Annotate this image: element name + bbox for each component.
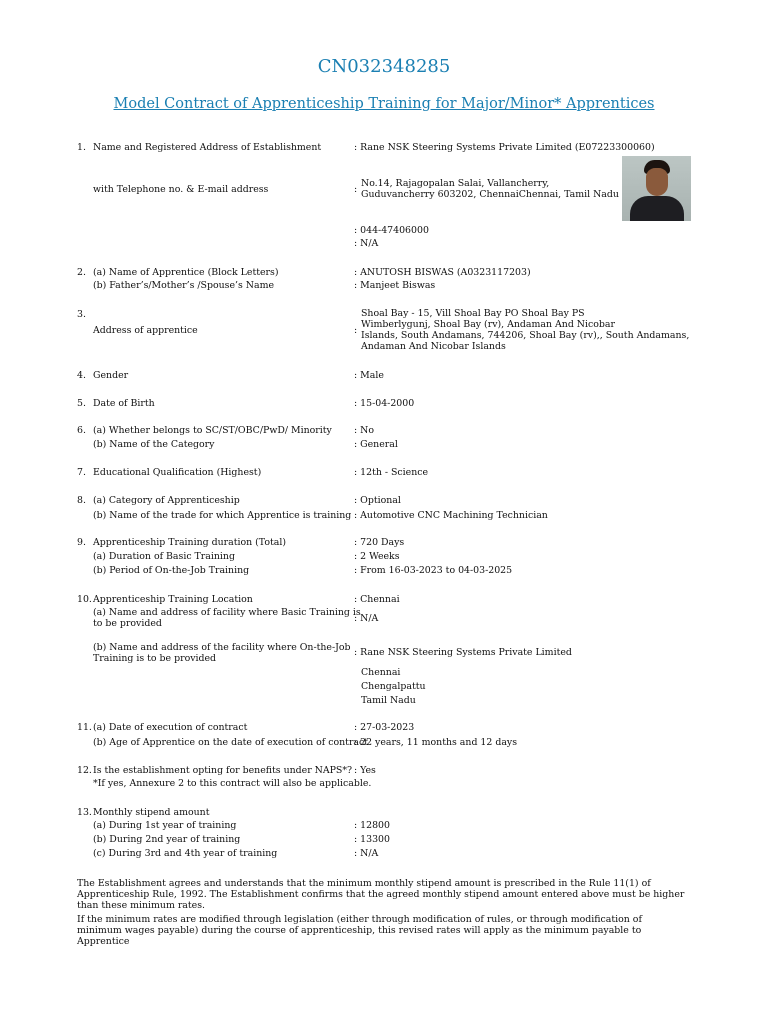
basic-facility-label: (a) Name and address of facility where Basic Training is (93, 607, 361, 618)
item-number: 7. (77, 467, 86, 478)
establishment-address-line: Guduvancherry 603202, ChennaiChennai, Tamil Nadu (361, 189, 619, 200)
item-number: 2. (77, 267, 86, 278)
establishment-name-label: Name and Registered Address of Establishment (93, 142, 322, 153)
apprentice-address-line: Wimberlygunj, Shoal Bay (rv), Andaman And Nicobar (361, 319, 615, 330)
item-number: 12. (77, 765, 92, 776)
separator-colon: : (354, 325, 358, 336)
naps-label: Is the establishment opting for benefits under NAPS*? (93, 765, 353, 776)
trade-label: (b) Name of the trade for which Apprentice is training (93, 510, 352, 521)
trade-value: : Automotive CNC Machining Technician (354, 510, 548, 521)
ojt-facility-label: Training is to be provided (93, 653, 217, 664)
apprentice-address-line: Andaman And Nicobar Islands (361, 341, 506, 352)
ojt-period-value: : From 16-03-2023 to 04-03-2025 (354, 565, 513, 576)
telephone-value: : 044-47406000 (354, 225, 429, 236)
email-value: : N/A (354, 238, 379, 249)
training-duration-value: : 720 Days (354, 537, 405, 548)
stipend-label: Monthly stipend amount (93, 807, 210, 818)
contact-label: with Telephone no. & E-mail address (93, 184, 269, 195)
stipend-year2-value: : 13300 (354, 834, 390, 845)
item-number: 11. (77, 722, 92, 733)
stipend-rule-paragraph: The Establishment agrees and understands that the minimum monthly stipend amount is prescribed in the Rule 11(1) of Apprenticeship Rule, 1992. The Establishment confirms that the agreed monthly stipend amount entered above must be higher than these minimum rates. (77, 878, 685, 911)
item-number: 4. (77, 370, 86, 381)
category-name-value: : General (354, 439, 398, 450)
separator-colon: : (354, 184, 358, 195)
ojt-facility-address: Chengalpattu (361, 681, 426, 692)
establishment-name-value: : Rane NSK Steering Systems Private Limited (E07223300060) (354, 142, 655, 153)
gender-label: Gender (93, 370, 129, 381)
ojt-facility-label: (b) Name and address of the facility where On-the-Job (93, 642, 351, 653)
apprentice-photo (622, 156, 691, 221)
dob-value: : 15-04-2000 (354, 398, 415, 409)
item-number: 8. (77, 495, 86, 506)
training-location-label: Apprenticeship Training Location (93, 594, 253, 605)
apprentice-age-value: : 22 years, 11 months and 12 days (354, 737, 518, 748)
basic-facility-label: to be provided (93, 618, 162, 629)
guardian-name-label: (b) Father’s/Mother’s /Spouse’s Name (93, 280, 275, 291)
item-number: 13. (77, 807, 92, 818)
apprentice-address-label: Address of apprentice (93, 325, 198, 336)
execution-date-label: (a) Date of execution of contract (93, 722, 248, 733)
apprenticeship-category-label: (a) Category of Apprenticeship (93, 495, 240, 506)
basic-training-value: : 2 Weeks (354, 551, 400, 562)
stipend-year3-label: (c) During 3rd and 4th year of training (93, 848, 278, 859)
reserved-category-label: (a) Whether belongs to SC/ST/OBC/PwD/ Minority (93, 425, 332, 436)
stipend-year2-label: (b) During 2nd year of training (93, 834, 241, 845)
apprentice-name-value: : ANUTOSH BISWAS (A0323117203) (354, 267, 531, 278)
apprentice-address-line: Islands, South Andamans, 744206, Shoal Bay (rv),, South Andamans, (361, 330, 690, 341)
item-number: 6. (77, 425, 86, 436)
execution-date-value: : 27-03-2023 (354, 722, 415, 733)
ojt-period-label: (b) Period of On-the-Job Training (93, 565, 250, 576)
stipend-year3-value: : N/A (354, 848, 379, 859)
dob-label: Date of Birth (93, 398, 155, 409)
apprenticeship-category-value: : Optional (354, 495, 401, 506)
basic-facility-value: : N/A (354, 613, 379, 624)
apprentice-age-label: (b) Age of Apprentice on the date of execution of contract (93, 737, 369, 748)
stipend-year1-label: (a) During 1st year of training (93, 820, 237, 831)
category-name-label: (b) Name of the Category (93, 439, 215, 450)
establishment-address-line: No.14, Rajagopalan Salai, Vallancherry, (361, 178, 550, 189)
guardian-name-value: : Manjeet Biswas (354, 280, 436, 291)
contract-number: CN032348285 (317, 56, 451, 77)
stipend-year1-value: : 12800 (354, 820, 390, 831)
item-number: 1. (77, 142, 86, 153)
naps-note: *If yes, Annexure 2 to this contract will also be applicable. (93, 778, 372, 789)
revised-rates-paragraph: If the minimum rates are modified through legislation (either through modification of rules, or through modification of minimum wages payable) during the course of apprenticeship, this revised rates will apply as the minimum payable to Apprentice (77, 914, 642, 947)
item-number: 3. (77, 309, 86, 320)
item-number: 9. (77, 537, 86, 548)
qualification-label: Educational Qualification (Highest) (93, 467, 262, 478)
training-location-value: : Chennai (354, 594, 400, 605)
naps-value: : Yes (354, 765, 376, 776)
document-title: Model Contract of Apprenticeship Training for Major/Minor* Apprentices (113, 96, 655, 112)
basic-training-label: (a) Duration of Basic Training (93, 551, 235, 562)
ojt-facility-address: Chennai (361, 667, 401, 678)
apprentice-name-label: (a) Name of Apprentice (Block Letters) (93, 267, 279, 278)
ojt-facility-value: : Rane NSK Steering Systems Private Limited (354, 647, 572, 658)
gender-value: : Male (354, 370, 384, 381)
apprentice-address-line: Shoal Bay - 15, Vill Shoal Bay PO Shoal Bay PS (361, 308, 585, 319)
qualification-value: : 12th - Science (354, 467, 429, 478)
item-number: 10. (77, 594, 92, 605)
ojt-facility-address: Tamil Nadu (361, 695, 416, 706)
reserved-category-value: : No (354, 425, 374, 436)
item-number: 5. (77, 398, 86, 409)
training-duration-label: Apprenticeship Training duration (Total) (93, 537, 286, 548)
